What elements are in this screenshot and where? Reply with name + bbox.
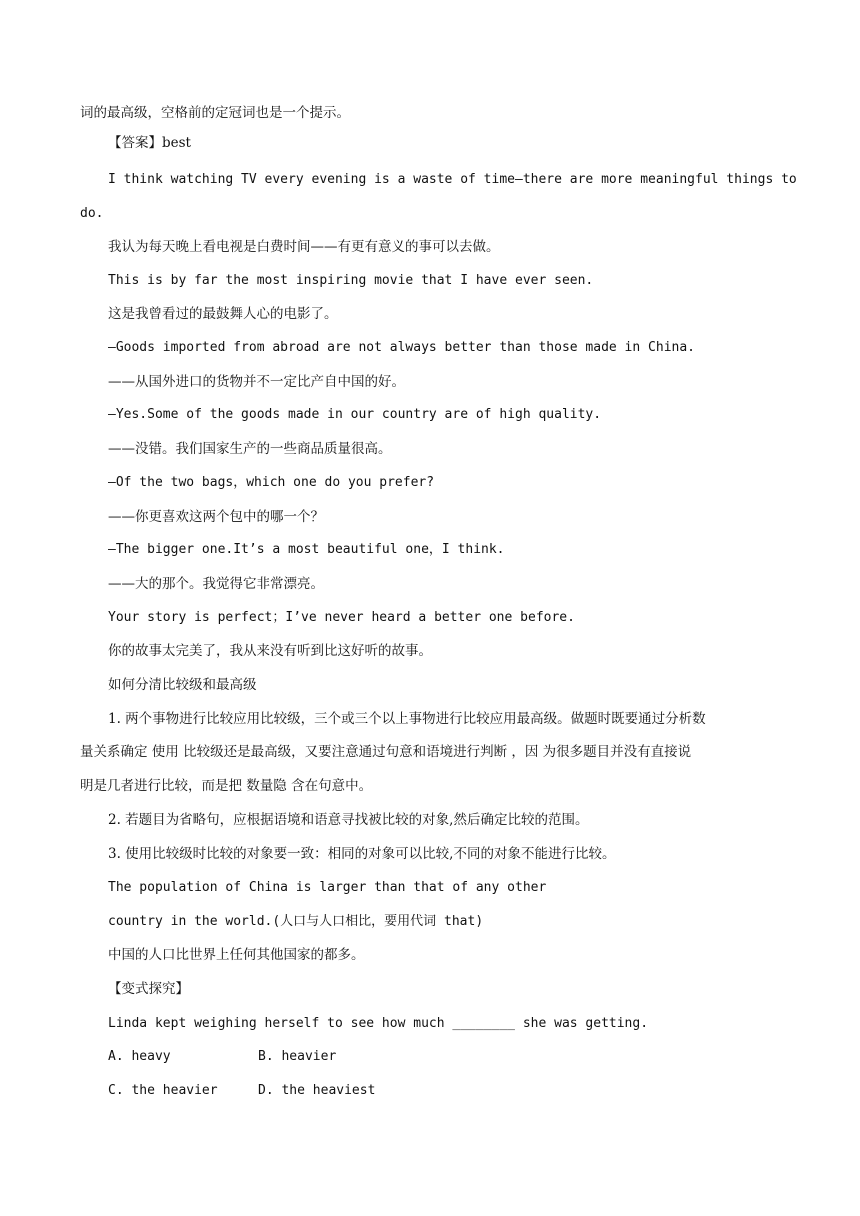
text-line: ——你更喜欢这两个包中的哪一个？ [108, 509, 324, 525]
option-a: A. heavy [108, 1049, 171, 1064]
text-line: 2. 若题目为省略句，应根据语境和语意寻找被比较的对象,然后确定比较的范围。 [108, 812, 589, 828]
text-line: —The bigger one.It’s a most beautiful one，I think. [108, 542, 505, 557]
text-line: 你的故事太完美了，我从来没有听到比这好听的故事。 [108, 643, 432, 659]
text-line: 1. 两个事物进行比较应用比较级，三个或三个以上事物进行比较应用最高级。做题时既要通过分析数 [108, 711, 706, 727]
text-line: do. [80, 206, 104, 221]
section-heading: 如何分清比较级和最高级 [108, 677, 257, 693]
text-line: The population of China is larger than that of any other [108, 880, 547, 895]
text-line: country in the world.(人口与人口相比，要用代词 that) [108, 914, 484, 929]
text-line: 明是几者进行比较，而是把 数量隐 含在句意中。 [80, 778, 373, 794]
section-heading: 【变式探究】 [108, 981, 189, 997]
text-line: 量关系确定 使用 比较级还是最高级，又要注意通过句意和语境进行判断 ，因 为很多题目并没有直接说 [80, 744, 692, 760]
text-line: 中国的人口比世界上任何其他国家的都多。 [108, 947, 365, 963]
text-line: —Of the two bags，which one do you prefer? [108, 475, 435, 490]
text-line: Your story is perfect；I’ve never heard a better one before. [108, 610, 575, 625]
answer-line: 【答案】best [108, 135, 191, 151]
text-line: 我认为每天晚上看电视是白费时间——有更有意义的事可以去做。 [108, 239, 500, 255]
text-line: 这是我曾看过的最鼓舞人心的电影了。 [108, 306, 338, 322]
option-b: B. heavier [258, 1049, 337, 1064]
text-line: This is by far the most inspiring movie that I have ever seen. [108, 273, 594, 288]
text-line: 词的最高级，空格前的定冠词也是一个提示。 [80, 105, 350, 121]
text-line: —Goods imported from abroad are not always better than those made in China. [108, 340, 695, 355]
option-d: D. the heaviest [258, 1083, 376, 1098]
text-line: 3. 使用比较级时比较的对象要一致：相同的对象可以比较,不同的对象不能进行比较。 [108, 846, 616, 862]
text-line: I think watching TV every evening is a waste of time—there are more meaningful things to [108, 172, 797, 187]
text-line: ——从国外进口的货物并不一定比产自中国的好。 [108, 374, 405, 390]
option-c: C. the heavier [108, 1083, 218, 1098]
text-line: ——没错。我们国家生产的一些商品质量很高。 [108, 441, 392, 457]
text-line: —Yes.Some of the goods made in our country are of high quality. [108, 407, 602, 422]
question-line: Linda kept weighing herself to see how much ________ she was getting. [108, 1016, 649, 1031]
text-line: ——大的那个。我觉得它非常漂亮。 [108, 576, 324, 592]
